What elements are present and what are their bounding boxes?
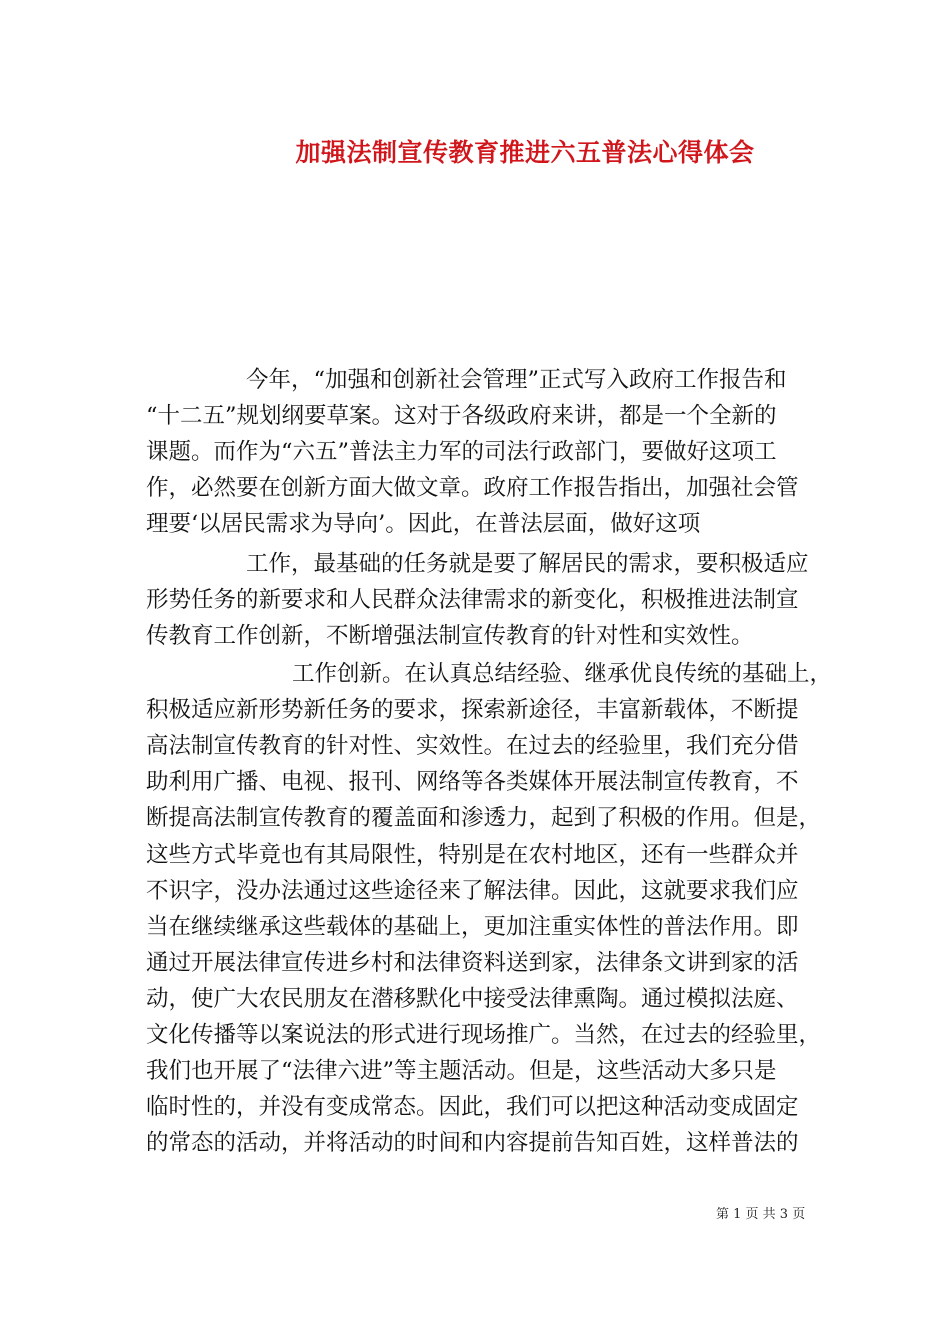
body-line: 今年，“加强和创新社会管理”正式写入政府工作报告和: [246, 367, 787, 393]
body-line: 文化传播等以案说法的形式进行现场推广。当然，在过去的经验里，: [146, 1022, 822, 1048]
body-line: 工作，最基础的任务就是要了解居民的需求，要积极适应: [246, 551, 809, 577]
body-line: 断提高法制宣传教育的覆盖面和渗透力，起到了积极的作用。但是，: [146, 805, 822, 831]
body-line: 当在继续继承这些载体的基础上，更加注重实体性的普法作用。即: [146, 914, 799, 940]
body-line: 高法制宣传教育的针对性、实效性。在过去的经验里，我们充分借: [146, 733, 799, 759]
body-line: 通过开展法律宣传进乡村和法律资料送到家，法律条文讲到家的活: [146, 950, 799, 976]
body-line: “十二五”规划纲要草案。这对于各级政府来讲，都是一个全新的: [146, 403, 777, 429]
body-line: 动，使广大农民朋友在潜移默化中接受法律熏陶。通过模拟法庭、: [146, 986, 799, 1012]
body-line: 理要‘以居民需求为导向’。因此，在普法层面，做好这项: [146, 511, 701, 537]
body-line: 这些方式毕竟也有其局限性，特别是在农村地区，还有一些群众并: [146, 842, 799, 868]
body-line: 临时性的，并没有变成常态。因此，我们可以把这种活动变成固定: [146, 1094, 799, 1120]
body-line: 传教育工作创新，不断增强法制宣传教育的针对性和实效性。: [146, 623, 754, 649]
body-line: 不识字，没办法通过这些途径来了解法律。因此，这就要求我们应: [146, 878, 799, 904]
page-number-footer: 第 1 页 共 3 页: [716, 1207, 806, 1222]
body-line: 课题。而作为“六五”普法主力军的司法行政部门，要做好这项工: [146, 439, 777, 465]
body-line: 的常态的活动，并将活动的时间和内容提前告知百姓，这样普法的: [146, 1130, 799, 1156]
body-line: 助利用广播、电视、报刊、网络等各类媒体开展法制宣传教育，不: [146, 769, 799, 795]
body-line: 工作创新。在认真总结经验、继承优良传统的基础上，: [292, 661, 833, 687]
body-line: 我们也开展了“法律六进”等主题活动。但是，这些活动大多只是: [146, 1058, 777, 1084]
document-title: 加强法制宣传教育推进六五普法心得体会: [295, 138, 755, 167]
body-line: 形势任务的新要求和人民群众法律需求的新变化，积极推进法制宣: [146, 587, 799, 613]
body-line: 积极适应新形势新任务的要求，探索新途径，丰富新载体，不断提: [146, 697, 799, 723]
body-line: 作，必然要在创新方面大做文章。政府工作报告指出，加强社会管: [146, 475, 799, 501]
